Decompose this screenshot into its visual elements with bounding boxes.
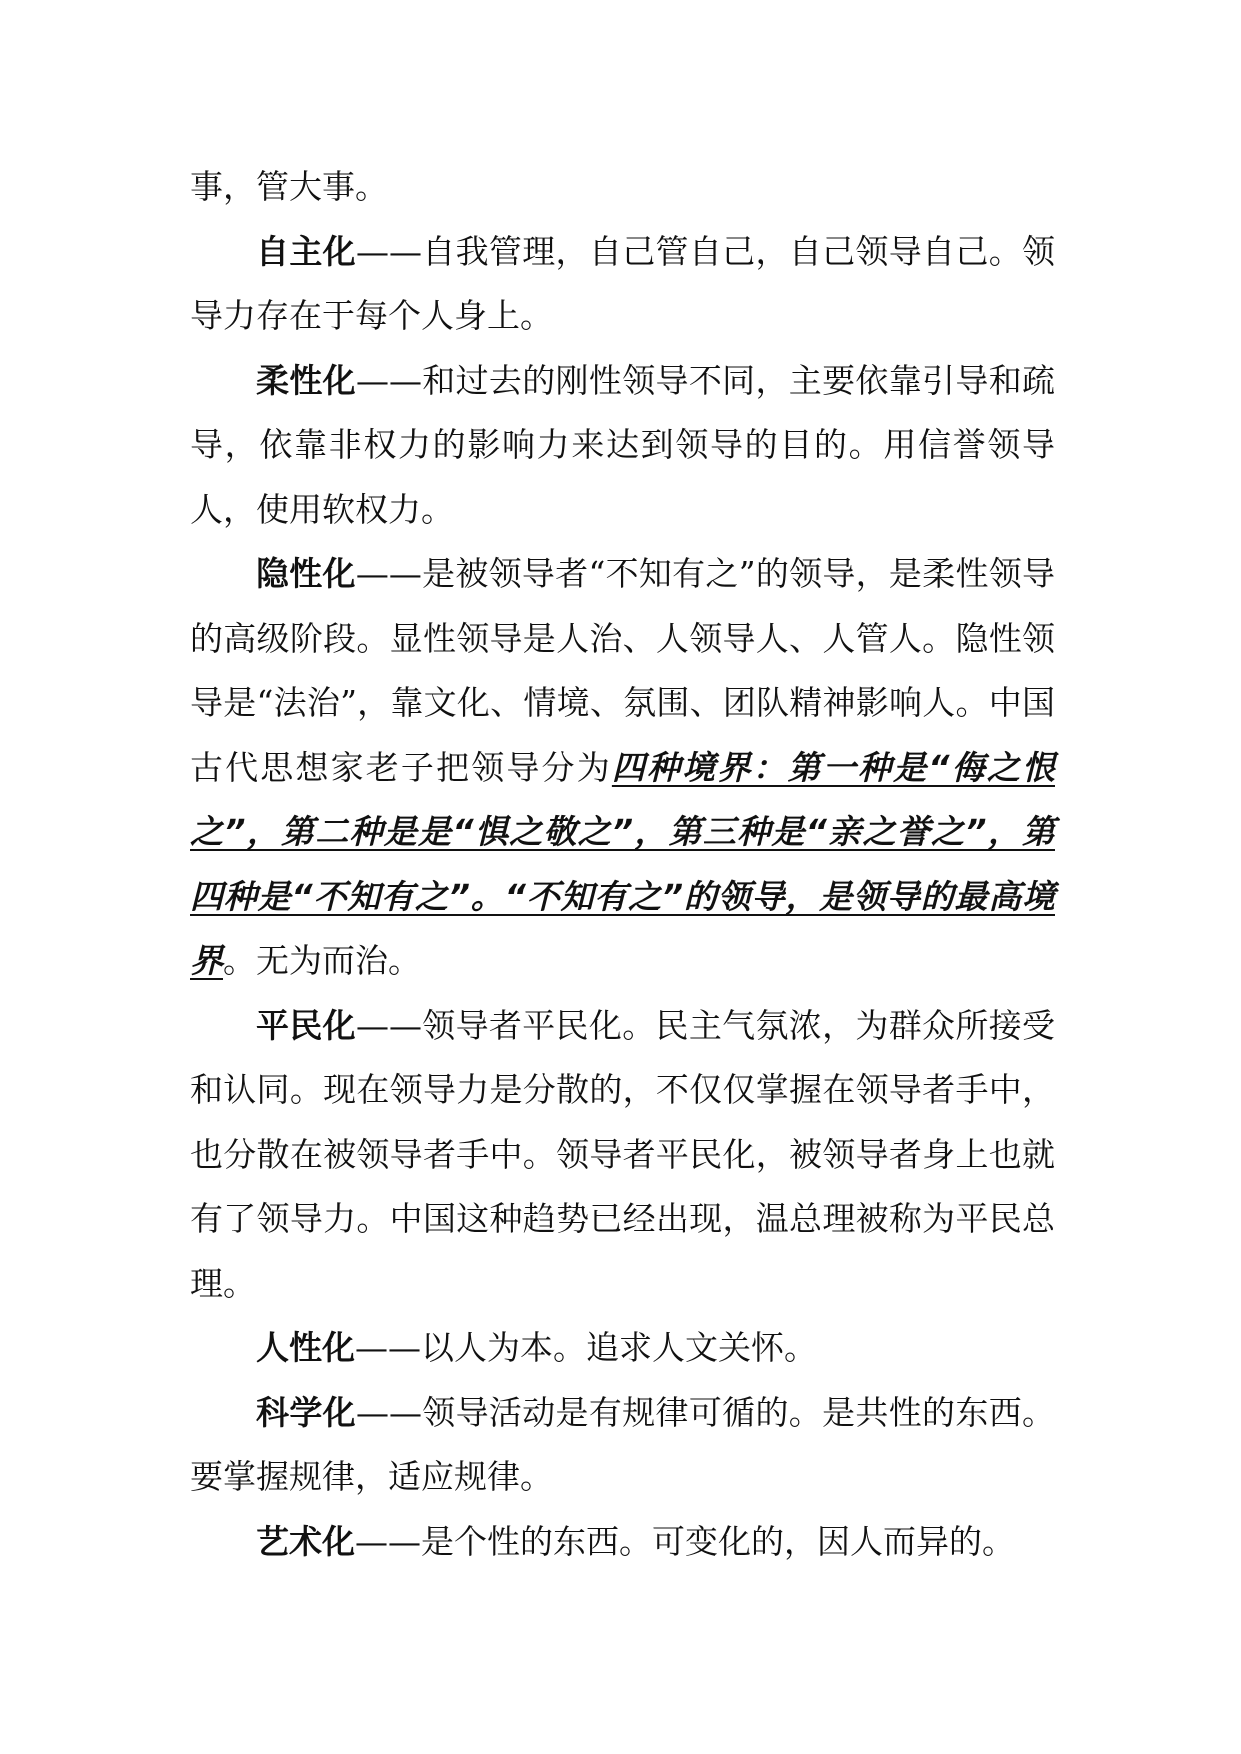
emphasized-quote: 四种境界：第一种是“侮之恨之”，第二种是是“惧之敬之”，第三种是“亲之誉之”，第四种是“不知有之”。“不知有之”的领导，是领导的最高境界	[190, 747, 1055, 980]
paragraph-text: 事，管大事。	[190, 167, 388, 206]
paragraph-tail: 。无为而治。	[223, 941, 421, 980]
paragraph-continuation	[190, 155, 1055, 220]
paragraph-text: ——以人为本。追求人文关怀。	[355, 1328, 817, 1367]
term-heading: 平民化	[256, 1005, 356, 1045]
term-heading: 柔性化	[256, 360, 356, 400]
paragraph-autonomy	[190, 220, 1055, 349]
paragraph-implicit	[190, 542, 1055, 994]
paragraph-artistic	[190, 1510, 1055, 1575]
term-heading: 隐性化	[256, 554, 356, 593]
term-heading: 自主化	[256, 231, 356, 271]
paragraph-humanization	[190, 1316, 1055, 1381]
term-heading: 艺术化	[256, 1521, 355, 1561]
paragraph-text: ——是个性的东西。可变化的，因人而异的。	[355, 1521, 1015, 1561]
paragraph-text: ——领导者平民化。民主气氛浓，为群众所接受和认同。现在领导力是分散的，不仅仅掌握在领导者手中，也分散在被领导者手中。领导者平民化，被领导者身上也就有了领导力。中国这种趋势已经出现，温总理被称为平民总理。	[190, 1005, 1056, 1303]
paragraph-flexibility	[190, 349, 1055, 543]
document-page	[190, 155, 1055, 1574]
term-heading: 科学化	[256, 1392, 356, 1432]
paragraph-scientific	[190, 1381, 1055, 1510]
paragraph-populism	[190, 994, 1055, 1317]
term-heading: 人性化	[256, 1328, 355, 1367]
paragraph-text: ——自我管理，自己管自己，自己领导自己。领导力存在于每个人身上。	[190, 231, 1056, 335]
paragraph-text: ——和过去的刚性领导不同，主要依靠引导和疏导，依靠非权力的影响力来达到领导的目的。用信誉领导人，使用软权力。	[190, 360, 1056, 529]
paragraph-text: ——是被领导者“不知有之”的领导，是柔性领导的高级阶段。显性领导是人治、人领导人、人管人。隐性领导是“法治”，靠文化、情境、氛围、团队精神影响人。中国古代思想家老子把领导分为	[190, 554, 1056, 787]
paragraph-text: ——领导活动是有规律可循的。是共性的东西。要掌握规律，适应规律。	[190, 1392, 1056, 1496]
